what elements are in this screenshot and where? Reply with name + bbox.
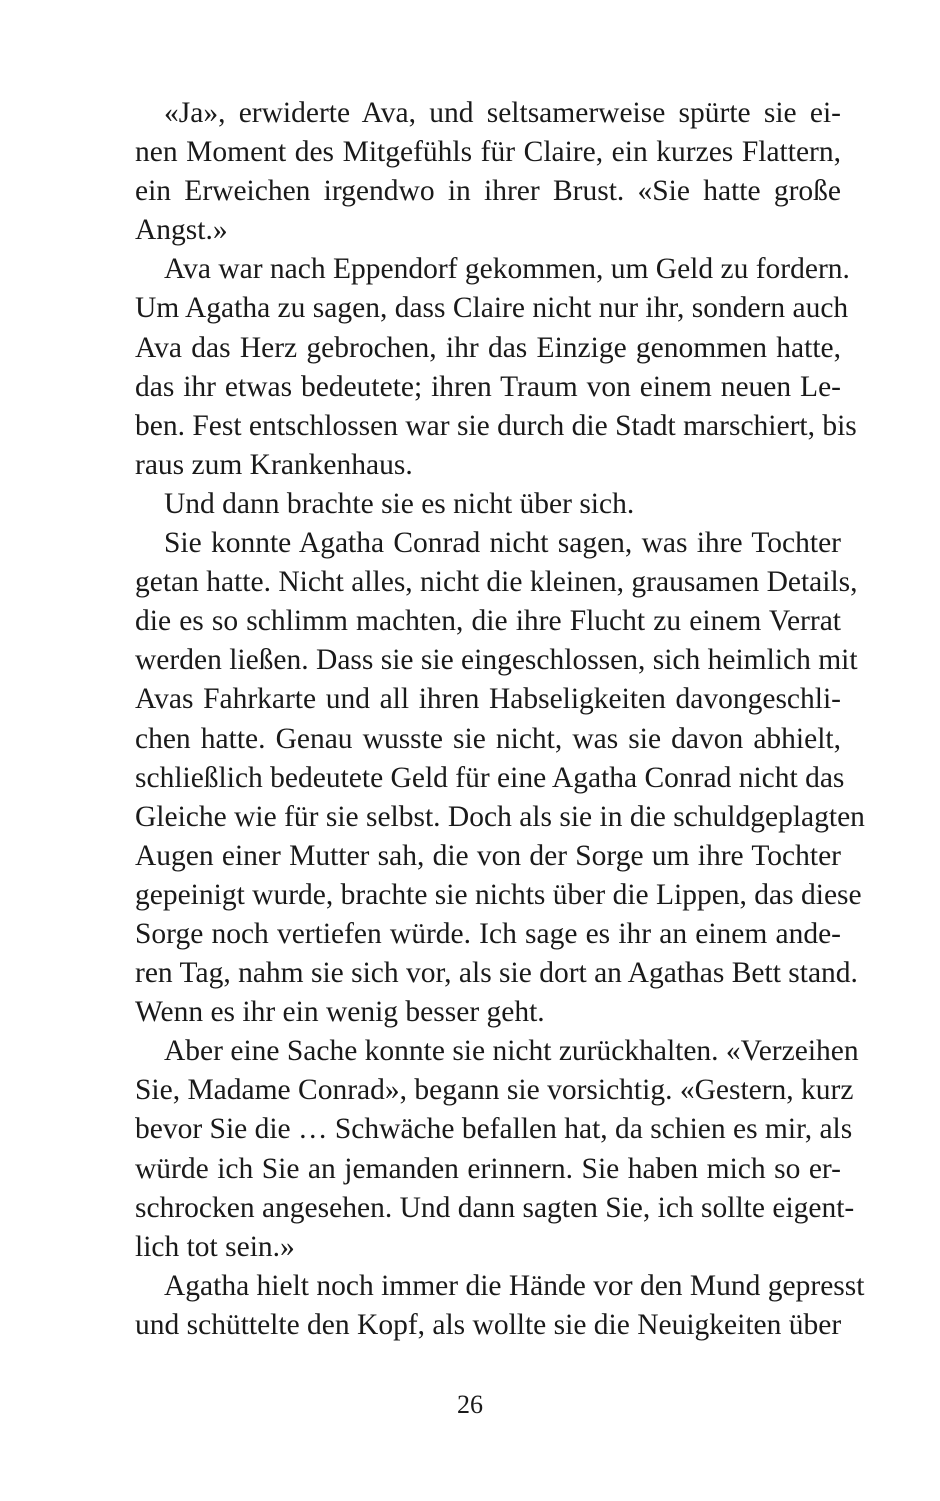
- text-line: gepeinigt wurde, brachte sie nichts über die Lippen, das diese: [135, 878, 862, 911]
- text-line: Wenn es ihr ein wenig besser geht.: [135, 996, 545, 1029]
- text-line: werden ließen. Dass sie sie eingeschlossen, sich heimlich mit: [135, 644, 858, 677]
- text-line: ein Erweichen irgendwo in ihrer Brust. «Sie hatte große: [135, 175, 841, 208]
- text-line: Um Agatha zu sagen, dass Claire nicht nur ihr, sondern auch: [135, 292, 849, 325]
- text-line: Aber eine Sache konnte sie nicht zurückhalten. «Verzeihen: [164, 1035, 859, 1068]
- text-line: Angst.»: [135, 214, 228, 247]
- text-line: chen hatte. Genau wusste sie nicht, was sie davon abhielt,: [135, 722, 841, 755]
- text-line: «Ja», erwiderte Ava, und seltsamerweise spürte sie ei-: [164, 97, 841, 129]
- text-line: Und dann brachte sie es nicht über sich.: [164, 487, 635, 520]
- text-line: ben. Fest entschlossen war sie durch die Stadt marschiert, bis: [135, 409, 857, 442]
- text-line: Gleiche wie für sie selbst. Doch als sie in die schuldgeplagten: [135, 800, 865, 833]
- text-line: und schüttelte den Kopf, als wollte sie die Neuigkeiten über: [135, 1308, 842, 1341]
- text-line: Sie konnte Agatha Conrad nicht sagen, was ihre Tochter: [164, 527, 841, 560]
- text-line: ren Tag, nahm sie sich vor, als sie dort an Agathas Bett stand.: [135, 957, 858, 990]
- text-line: schließlich bedeutete Geld für eine Agatha Conrad nicht das: [135, 761, 845, 794]
- text-line: raus zum Krankenhaus.: [135, 448, 413, 481]
- text-line: Agatha hielt noch immer die Hände vor den Mund gepresst: [164, 1269, 865, 1302]
- text-line: Ava war nach Eppendorf gekommen, um Geld zu fordern.: [164, 253, 850, 286]
- text-line: Sorge noch vertiefen würde. Ich sage es ihr an einem ande-: [135, 917, 841, 950]
- text-line: die es so schlimm machten, die ihre Flucht zu einem Verrat: [135, 605, 841, 638]
- text-line: schrocken angesehen. Und dann sagten Sie, ich sollte eigent-: [135, 1191, 855, 1224]
- page-number: 26: [457, 1390, 483, 1419]
- text-line: lich tot sein.»: [135, 1230, 295, 1263]
- text-line: Augen einer Mutter sah, die von der Sorge um ihre Tochter: [135, 839, 841, 872]
- text-line: das ihr etwas bedeutete; ihren Traum von einem neuen Le-: [135, 370, 841, 403]
- text-line: getan hatte. Nicht alles, nicht die kleinen, grausamen Details,: [135, 566, 858, 599]
- text-line: nen Moment des Mitgefühls für Claire, ein kurzes Flattern,: [135, 136, 841, 169]
- text-line: Avas Fahrkarte und all ihren Habseligkeiten davongeschli-: [135, 683, 841, 716]
- text-line: würde ich Sie an jemanden erinnern. Sie haben mich so er-: [135, 1152, 841, 1185]
- text-line: Sie, Madame Conrad», begann sie vorsichtig. «Gestern, kurz: [135, 1074, 854, 1107]
- text-line: Ava das Herz gebrochen, ihr das Einzige genommen hatte,: [135, 331, 841, 364]
- body-text: [135, 94, 865, 1345]
- text-line: bevor Sie die … Schwäche befallen hat, da schien es mir, als: [135, 1113, 853, 1146]
